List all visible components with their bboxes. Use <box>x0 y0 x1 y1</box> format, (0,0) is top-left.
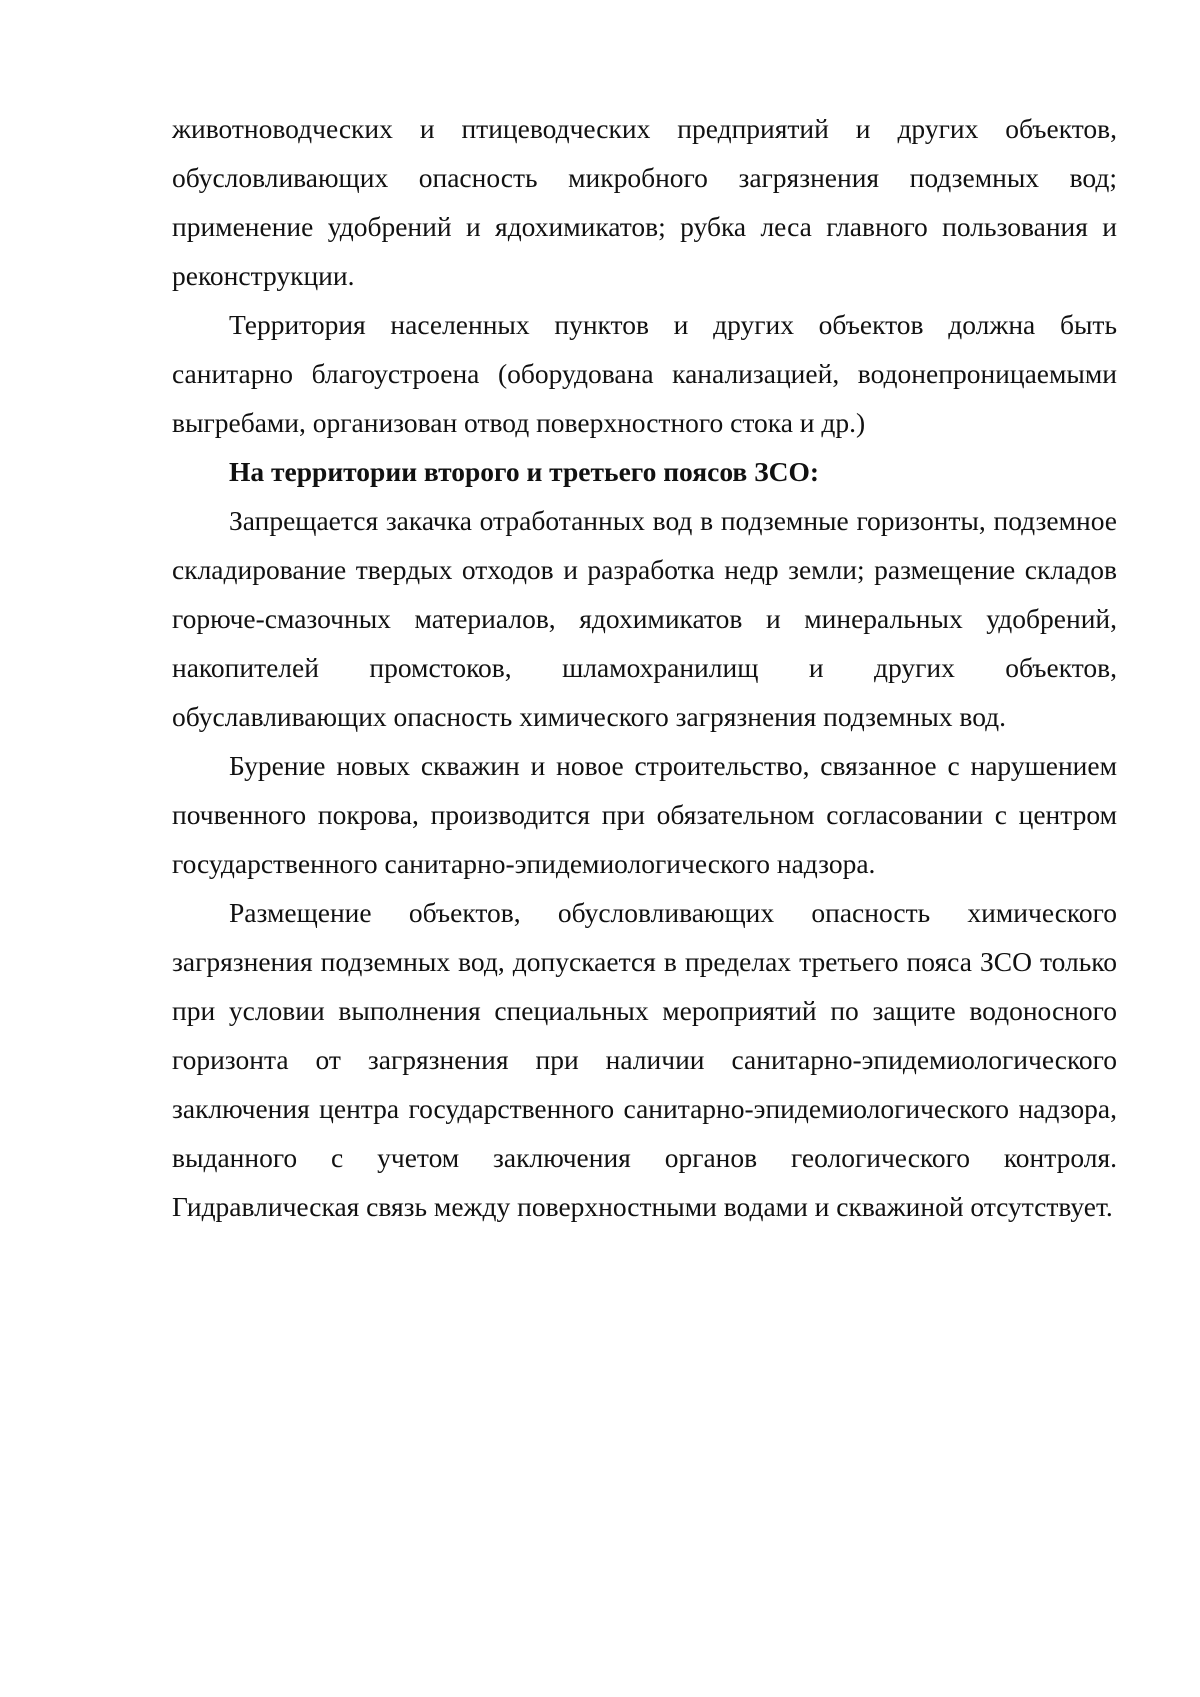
paragraph-continuation: животноводческих и птицеводческих предприятий и других объектов, обусловливающих опасность микробного загрязнения подземных вод; применение удобрений и ядохимикатов; рубка леса главного пользования и реконструкции. <box>172 113 1117 291</box>
paragraph-territory: Территория населенных пунктов и других объектов должна быть санитарно благоустроена (оборудована канализацией, водонепроницаемыми выгребами, организован отвод поверхностного стока и др.) <box>172 309 1117 438</box>
paragraph-placement: Размещение объектов, обусловливающих опасность химического загрязнения подземных вод, допускается в пределах третьего пояса ЗСО только при условии выполнения специальных мероприятий по защите водоносного горизонта от загрязнения при наличии санитарно-эпидемиологического заключения центра государственного санитарно-эпидемиологического надзора, выданного с учетом заключения органов геологического контроля. Гидравлическая связь между поверхностными водами и скважиной отсутствует. <box>172 897 1117 1222</box>
paragraph-prohibited: Запрещается закачка отработанных вод в подземные горизонты, подземное складирование твердых отходов и разработка недр земли; размещение складов горюче-смазочных материалов, ядохимикатов и минеральных удобрений, накопителей промстоков, шламохранилищ и других объектов, обуславливающих опасность химического загрязнения подземных вод. <box>172 505 1117 732</box>
document-page <box>172 104 1117 1231</box>
paragraph-drilling: Бурение новых скважин и новое строительство, связанное с нарушением почвенного покрова, производится при обязательном согласовании с центром государственного санитарно-эпидемиологического надзора. <box>172 750 1117 879</box>
section-heading: На территории второго и третьего поясов ЗСО: <box>229 456 820 487</box>
